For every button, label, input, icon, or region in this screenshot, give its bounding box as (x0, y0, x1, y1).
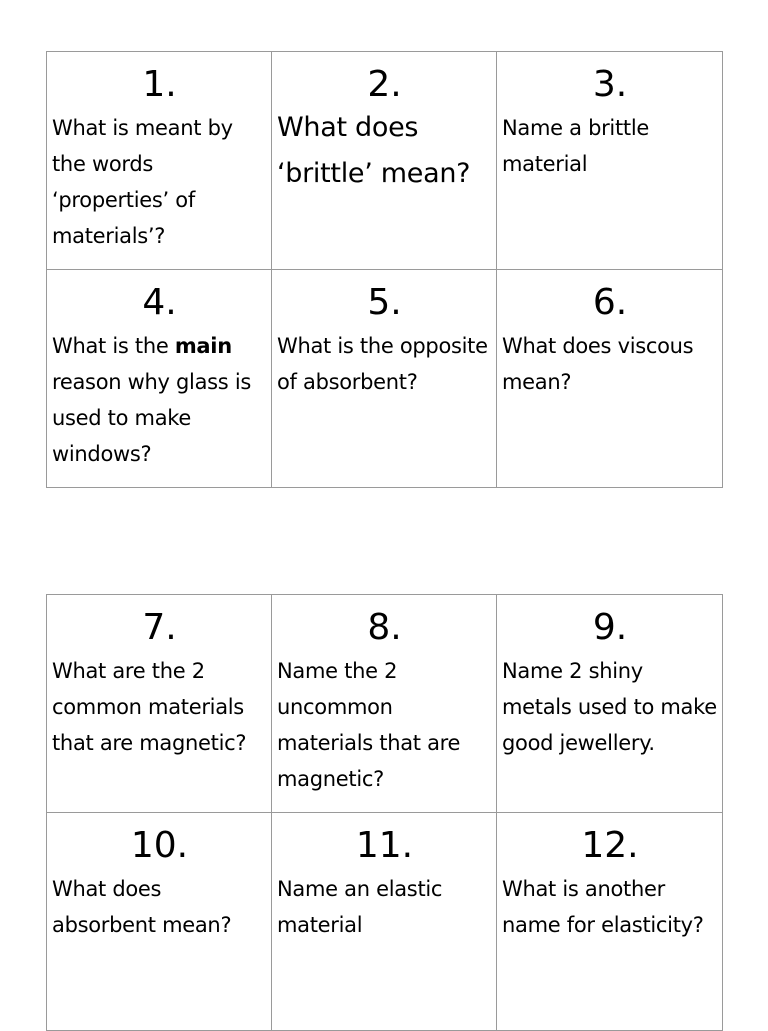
card-number: 7. (142, 607, 177, 648)
question-card-5 (272, 270, 497, 488)
card-row (47, 270, 723, 488)
question-card-10 (47, 813, 272, 1031)
card-number: 12. (581, 825, 639, 866)
card-question (52, 328, 267, 472)
question-text: What is the (52, 334, 175, 358)
card-number: 11. (355, 825, 414, 866)
card-number: 3. (592, 64, 628, 105)
question-card-11 (272, 813, 497, 1031)
card-number: 1. (142, 64, 177, 105)
card-number: 8. (367, 607, 402, 648)
card-number: 2. (367, 64, 402, 105)
question-card-6 (497, 270, 723, 488)
question-card-grid-bottom (46, 594, 723, 1031)
card-question: What is the opposite of absorbent? (277, 334, 488, 394)
question-card-1 (47, 52, 272, 270)
card-row (47, 813, 723, 1031)
question-emphasis: main (174, 334, 232, 358)
question-card-8 (272, 595, 497, 813)
card-number: 4. (142, 282, 177, 323)
question-card-7 (47, 595, 272, 813)
question-text: reason why glass is used to make windows? (52, 370, 251, 466)
question-card-9 (497, 595, 723, 813)
card-row (47, 52, 723, 270)
question-card-4 (47, 270, 272, 488)
card-question: What are the 2 common materials that are magnetic? (52, 659, 247, 755)
card-question: What does ‘brittle’ mean? (277, 112, 471, 189)
question-card-3 (497, 52, 723, 270)
card-question: Name the 2 uncommon materials that are magnetic? (277, 659, 461, 791)
card-question: Name a brittle material (502, 116, 649, 176)
question-card-2 (272, 52, 497, 270)
card-question: What is another name for elasticity? (502, 877, 704, 937)
card-number: 6. (592, 282, 628, 323)
question-card-grid-top (46, 51, 723, 488)
card-question: Name an elastic material (277, 877, 443, 937)
card-question: What does viscous mean? (502, 334, 694, 394)
card-number: 10. (130, 825, 189, 866)
card-number: 9. (592, 607, 628, 648)
card-number: 5. (367, 282, 402, 323)
card-question: What is meant by the words ‘properties’ of materials’? (52, 116, 233, 248)
card-question: Name 2 shiny metals used to make good jewellery. (502, 659, 717, 755)
card-row (47, 595, 723, 813)
card-question: What does absorbent mean? (52, 877, 232, 937)
question-card-12 (497, 813, 723, 1031)
